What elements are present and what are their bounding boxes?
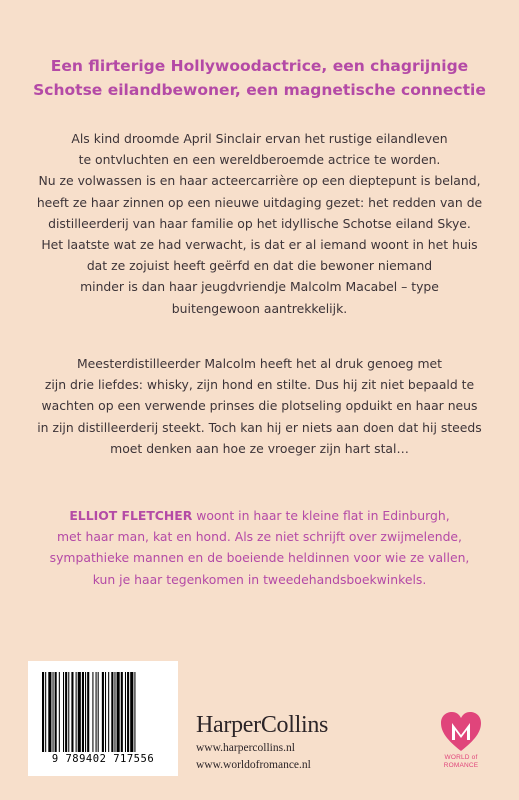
- barcode-bar: [82, 672, 84, 752]
- text-line: distilleerderij van haar familie op het idyllische Schotse eiland Skye.: [48, 215, 471, 231]
- text-line: zijn drie liefdes: whisky, zijn hond en stilte. Dus hij zit niet bepaald te: [44, 377, 475, 393]
- barcode-bar: [55, 672, 57, 752]
- tagline: [0, 54, 519, 102]
- barcode-bar: [45, 672, 46, 752]
- logo-line-2: ROMANCE: [443, 761, 479, 769]
- barcode-bar: [98, 672, 99, 752]
- text-line: Meesterdistilleerder Malcolm heeft het al druk genoeg met: [76, 356, 443, 371]
- text-line: kun je haar tegenkomen in tweedehandsboekwinkels.: [92, 571, 427, 587]
- barcode-bar: [63, 672, 64, 752]
- text-line: wachten op een verwende prinses die plotseling opduikt en haar neus: [41, 398, 478, 414]
- text-line: te ontvluchten en een wereldberoemde actrice te worden.: [78, 152, 441, 168]
- barcode-bar: [125, 672, 126, 752]
- world-of-romance-logo: [434, 710, 488, 782]
- text-line: Het laatste wat ze had verwacht, is dat er al iemand woont in het huis: [41, 237, 478, 253]
- text-line: Nu ze volwassen is en haar acteercarrière op een dieptepunt is beland,: [38, 173, 481, 189]
- barcode-bar: [117, 672, 120, 752]
- barcode-bar: [78, 672, 81, 752]
- logo-line-1: WORLD of: [444, 754, 478, 761]
- blurb-paragraph-2: [0, 353, 519, 459]
- barcode-bar: [92, 672, 93, 752]
- barcode-bar: [134, 672, 135, 752]
- barcode-bar: [102, 672, 104, 752]
- barcode-bar: [111, 672, 113, 752]
- publisher-url: www.harpercollins.nl: [196, 742, 295, 754]
- isbn-barcode: [28, 661, 178, 776]
- author-bio-text: woont in haar te kleine flat in Edinburgh,: [192, 508, 450, 523]
- publisher-name: HarperCollins: [196, 712, 329, 738]
- text-line: sympathieke mannen en de boeiende heldinnen voor wie ze vallen,: [49, 550, 470, 566]
- barcode-digits: 9 789402 717556: [51, 753, 155, 765]
- text-line: minder is dan haar jeugdvriendje Malcolm Macabel – type: [80, 279, 439, 295]
- barcode-bar: [105, 672, 106, 752]
- text-line: Als kind droomde April Sinclair ervan het rustige eilandleven: [71, 131, 448, 146]
- text-line: in zijn distilleerderij steekt. Toch kan hij er niets aan doen dat hij steeds: [37, 419, 482, 435]
- barcode-bar: [121, 672, 123, 752]
- barcode-bar: [127, 672, 129, 752]
- blurb-paragraph-1: [0, 128, 519, 319]
- barcode-bar: [114, 672, 115, 752]
- barcode-bar: [87, 672, 89, 752]
- text-line: buitengewoon aantrekkelijk.: [171, 300, 348, 316]
- romance-url: www.worldofromance.nl: [196, 759, 311, 771]
- barcode-bar: [96, 672, 97, 752]
- barcode-bar: [59, 672, 60, 752]
- text-line: [0, 505, 519, 526]
- text-line: dat ze zojuist heeft geërfd en dat die bewoner niemand: [86, 258, 433, 274]
- tagline-line: Een flirterige Hollywoodactrice, een chagrijnige: [50, 57, 469, 75]
- text-line: heeft ze haar zinnen op een nieuwe uitdaging gezet: het redden van de: [36, 194, 483, 210]
- heart-icon: [439, 710, 483, 754]
- barcode-bar: [71, 672, 73, 752]
- barcode-bar: [42, 672, 44, 752]
- barcode-bar: [53, 672, 54, 752]
- text-line: moet denken aan hoe ze vroeger zijn hart stal…: [110, 440, 409, 456]
- barcode-bar: [76, 672, 77, 752]
- author-bio: [0, 505, 519, 590]
- tagline-line: Schotse eilandbewoner, een magnetische connectie: [33, 81, 486, 99]
- barcode-bar: [68, 672, 69, 752]
- barcode-bars: [42, 672, 164, 752]
- barcode-bar: [108, 672, 109, 752]
- author-name: ELLIOT FLETCHER: [69, 508, 193, 523]
- barcode-bar: [130, 672, 133, 752]
- barcode-bar: [85, 672, 86, 752]
- barcode-bar: [48, 672, 51, 752]
- barcode-bar: [65, 672, 67, 752]
- text-line: met haar man, kat en hond. Als ze niet schrijft over zwijmelende,: [56, 529, 462, 545]
